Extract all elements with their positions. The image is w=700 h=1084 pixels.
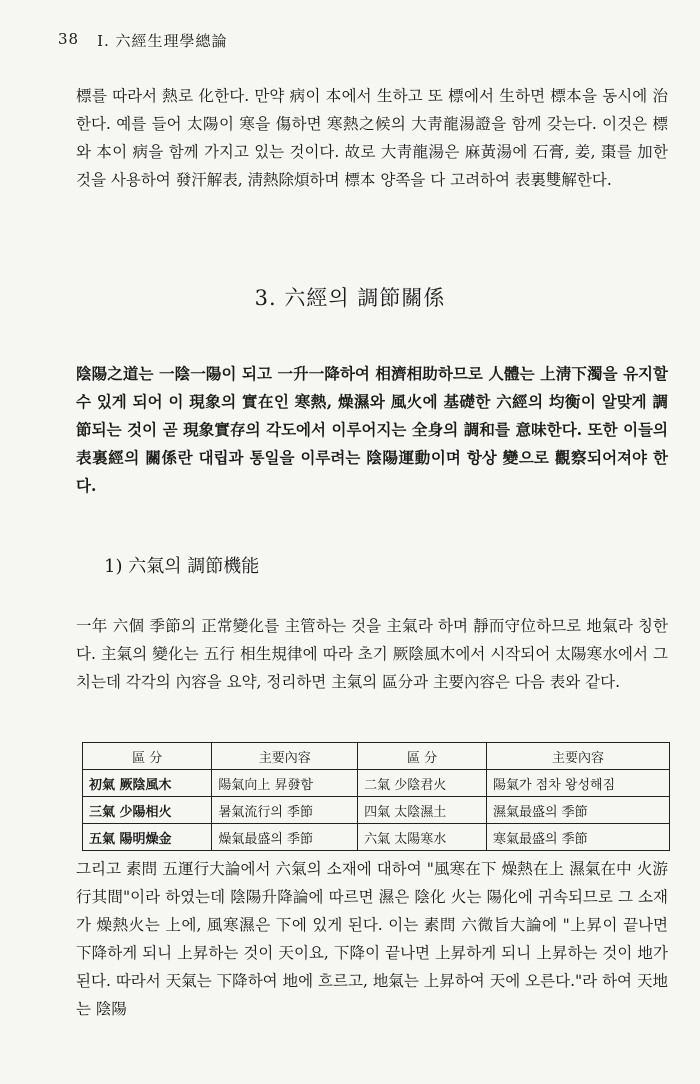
table-row [83, 770, 670, 797]
table-row [83, 824, 670, 851]
table-header-cell: 主要內容 [212, 743, 358, 770]
table-row [83, 797, 670, 824]
table-cell: 寒氣最盛의 季節 [486, 824, 669, 851]
table-header-row [83, 743, 670, 770]
page-header [58, 30, 658, 51]
table-cell: 暑氣流行의 季節 [212, 797, 358, 824]
table-cell: 濕氣最盛의 季節 [486, 797, 669, 824]
table-cell: 二氣 少陰君火 [358, 770, 487, 797]
table-header-cell: 主要內容 [486, 743, 669, 770]
paragraph-3: 一年 六個 季節의 正常變化를 主管하는 것을 主氣라 하며 靜而守位하므로 地氣라 칭한다. 主氣의 變化는 五行 相生規律에 따라 초기 厥陰風木에서 시작되어 太陽寒水에서 그치는데 각각의 內容을 요약, 정리하면 主氣의 區分과 主要內容은 다음 表와 같다. [76, 617, 668, 691]
table-header-cell: 區 分 [83, 743, 212, 770]
table-cell: 陽氣가 점차 왕성해짐 [486, 770, 669, 797]
subsection-title: 1) 六氣의 調節機能 [104, 556, 260, 577]
table-cell: 燥氣最盛의 季節 [212, 824, 358, 851]
table-cell: 四氣 太陰濕土 [358, 797, 487, 824]
table-cell: 六氣 太陽寒水 [358, 824, 487, 851]
table-cell: 初氣 厥陰風木 [83, 770, 212, 797]
running-title: Ⅰ. 六經生理學總論 [97, 32, 228, 50]
table-header-cell: 區 分 [358, 743, 487, 770]
table-cell: 五氣 陽明燥金 [83, 824, 212, 851]
paragraph-2: 陰陽之道는 一陰一陽이 되고 一升一降하여 相濟相助하므로 人體는 上淸下濁을 유지할 수 있게 되어 이 現象의 實在인 寒熱, 燥濕와 風火에 基礎한 六經의 均衡이 알맞게 調節되는 것이 곧 現象實存의 각도에서 이루어지는 全身의 調和를 意味한다. 또한 이들의 表裏經의 關係란 대립과 통일을 이루려는 陰陽運動이며 항상 變으로 觀察되어져야 한다. [76, 364, 668, 495]
main-qi-table [82, 742, 670, 851]
paragraph-4: 그리고 素問 五運行大論에서 六氣의 소재에 대하여 "風寒在下 燥熱在上 濕氣在中 火游行其間"이라 하였는데 陰陽升降論에 따르면 濕은 陰化 火는 陽化에 귀속되므로 그 소재가 燥熱火는 上에, 風寒濕은 下에 있게 된다. 이는 素問 六微旨大論에 "上昇이 끝나면 下降하게 되니 上昇하는 것이 天이요, 下降이 끝나면 上昇하게 되니 上昇하는 것이 地가 된다. 따라서 天氣는 下降하여 地에 흐르고, 地氣는 上昇하여 天에 오른다."라 하여 天地는 陰陽 [76, 860, 668, 1018]
table-cell: 三氣 少陽相火 [83, 797, 212, 824]
table-cell: 陽氣向上 昇發함 [212, 770, 358, 797]
section-title: 3. 六經의 調節關係 [254, 286, 446, 310]
page-number: 38 [58, 30, 80, 48]
paragraph-1: 標를 따라서 熱로 化한다. 만약 病이 本에서 生하고 또 標에서 生하면 標本을 동시에 治한다. 예를 들어 太陽이 寒을 傷하면 寒熱之候의 大靑龍湯證을 함께 갖는다. 이것은 標와 本이 病을 함께 가지고 있는 것이다. 故로 大靑龍湯은 麻黃湯에 石膏, 姜, 棗를 加한것을 사용하여 發汗解表, 淸熱除煩하며 標本 양쪽을 다 고려하여 表裏雙解한다. [76, 87, 668, 189]
